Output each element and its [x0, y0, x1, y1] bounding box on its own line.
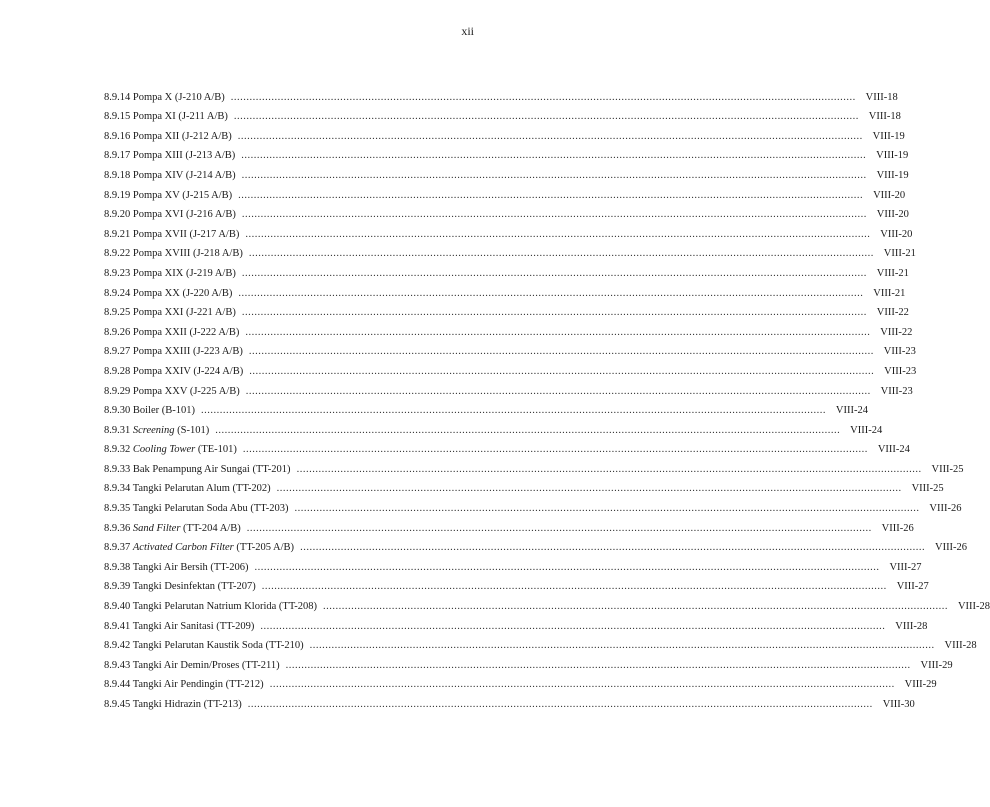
toc-leader-dots: ........................................................................................................................................................................................................ — [261, 581, 887, 593]
toc-entry-number: 8.9.29 — [104, 385, 131, 397]
toc-entry-page: VIII-18 — [868, 111, 901, 123]
toc-entry[interactable] — [104, 299, 909, 319]
toc-entry-title — [104, 209, 236, 220]
toc-entry-title — [104, 483, 271, 494]
toc-entry-title — [104, 601, 317, 612]
toc-entry-number: 8.9.21 — [104, 228, 131, 240]
toc-entry-title-text: Pompa XV (J-215 A/B) — [132, 189, 233, 201]
toc-leader-dots: ........................................................................................................................................................................................................ — [245, 228, 871, 240]
toc-entry-title-rest: (S-101) — [174, 424, 210, 436]
toc-entry-title — [104, 170, 236, 181]
toc-entry[interactable] — [104, 318, 913, 338]
toc-entry-number: 8.9.16 — [104, 130, 131, 142]
toc-entry-title-text: Pompa XVI (J-216 A/B) — [132, 209, 236, 221]
toc-entry-title-italic: Sand Filter — [132, 522, 181, 534]
toc-entry-page: VIII-23 — [880, 385, 913, 397]
toc-entry-number: 8.9.24 — [104, 287, 131, 299]
toc-leader-dots: ........................................................................................................................................................................................................ — [233, 111, 859, 123]
toc-entry[interactable] — [104, 201, 909, 221]
toc-entry-title — [104, 190, 232, 201]
toc-entry-title-text: Pompa XIV (J-214 A/B) — [132, 169, 236, 181]
toc-entry-title-text: Tangki Air Sanitasi (TT-209) — [132, 620, 255, 632]
toc-entry-number: 8.9.38 — [104, 561, 131, 573]
toc-entry-number: 8.9.15 — [104, 111, 131, 123]
toc-leader-dots: ........................................................................................................................................................................................................ — [201, 405, 826, 417]
toc-entry-title-text: Pompa XXIV (J-224 A/B) — [132, 365, 244, 377]
toc-entry-title-text: Pompa XIX (J-219 A/B) — [132, 267, 236, 279]
toc-entry[interactable] — [104, 612, 928, 632]
toc-entry-page: VIII-28 — [944, 640, 977, 652]
toc-entry[interactable] — [104, 259, 909, 279]
toc-entry-number: 8.9.33 — [104, 463, 131, 475]
toc-entry-page: VIII-27 — [889, 561, 922, 573]
toc-entry-number: 8.9.45 — [104, 699, 131, 710]
toc-entry[interactable] — [104, 83, 898, 103]
toc-entry-title — [104, 229, 239, 240]
toc-entry-number: 8.9.34 — [104, 483, 131, 495]
toc-entry-page: VIII-28 — [957, 601, 990, 613]
toc-entry-title — [104, 386, 240, 397]
toc-entry-title — [104, 660, 280, 671]
toc-entry-page: VIII-21 — [873, 287, 906, 299]
toc-entry-page: VIII-20 — [880, 228, 913, 240]
toc-entry[interactable] — [104, 220, 913, 240]
toc-entry-title — [104, 425, 209, 436]
toc-entry[interactable] — [104, 279, 906, 299]
toc-entry-number: 8.9.32 — [104, 444, 131, 456]
toc-entry-title-text: Tangki Pelarutan Soda Abu (TT-203) — [132, 503, 289, 515]
toc-entry-page: VIII-19 — [876, 150, 909, 162]
toc-entry-title-text: Tangki Hidrazin (TT-213) — [132, 699, 242, 710]
toc-entry-page: VIII-23 — [884, 365, 917, 377]
toc-entry[interactable] — [104, 142, 909, 162]
toc-entry[interactable] — [104, 181, 906, 201]
toc-entry[interactable] — [104, 122, 905, 142]
toc-entry-page: VIII-21 — [883, 248, 916, 260]
toc-leader-dots: ........................................................................................................................................................................................................ — [269, 679, 895, 691]
toc-entry-number: 8.9.20 — [104, 209, 131, 221]
toc-entry-title-text: Pompa XII (J-212 A/B) — [132, 130, 232, 142]
toc-entry-number: 8.9.14 — [104, 91, 131, 103]
toc-entry-title — [104, 92, 225, 103]
toc-entry-number: 8.9.19 — [104, 189, 131, 201]
toc-entry[interactable] — [104, 690, 915, 710]
toc-entry-page: VIII-18 — [865, 91, 898, 103]
toc-entry-number: 8.9.27 — [104, 346, 131, 358]
toc-entry-page: VIII-22 — [880, 326, 913, 338]
toc-entry[interactable] — [104, 240, 916, 260]
toc-entry-title-text: Tangki Pelarutan Natrium Klorida (TT-208) — [132, 601, 318, 613]
toc-entry-number: 8.9.36 — [104, 522, 131, 534]
toc-entry-title — [104, 307, 236, 318]
toc-entry-title-text: Pompa XVII (J-217 A/B) — [132, 228, 240, 240]
toc-leader-dots: ........................................................................................................................................................................................................ — [323, 601, 949, 613]
toc-entry-title-rest: (TE-101) — [195, 444, 237, 456]
toc-entry-title — [104, 699, 242, 710]
toc-entry-title — [104, 542, 294, 553]
toc-entry-page: VIII-21 — [876, 267, 909, 279]
toc-entry-title-italic: Activated Carbon Filter — [132, 542, 234, 554]
toc-entry-title-text: Tangki Air Bersih (TT-206) — [132, 561, 249, 573]
toc-leader-dots: ........................................................................................................................................................................................................ — [260, 620, 886, 632]
toc-entry[interactable] — [104, 592, 990, 613]
toc-entry-title-text: Bak Penampung Air Sungai (TT-201) — [132, 463, 291, 475]
toc-entry-number: 8.9.31 — [104, 424, 131, 436]
toc-entry-page: VIII-26 — [929, 503, 962, 515]
table-of-contents — [104, 83, 990, 710]
toc-entry-title — [104, 150, 235, 161]
toc-leader-dots: ........................................................................................................................................................................................................ — [246, 522, 872, 534]
toc-entry[interactable] — [104, 573, 929, 593]
toc-entry-number: 8.9.25 — [104, 307, 131, 319]
toc-entry-number: 8.9.37 — [104, 542, 131, 554]
toc-entry-title — [104, 346, 243, 357]
toc-entry-title — [104, 464, 291, 475]
toc-entry-number: 8.9.18 — [104, 169, 131, 181]
toc-leader-dots: ........................................................................................................................................................................................................ — [300, 542, 926, 554]
toc-entry-number: 8.9.42 — [104, 640, 131, 652]
toc-entry-title-text: Pompa XXI (J-221 A/B) — [132, 307, 236, 319]
toc-leader-dots: ........................................................................................................................................................................................................ — [241, 209, 867, 221]
toc-leader-dots: ........................................................................................................................................................................................................ — [294, 503, 920, 515]
toc-entry-page: VIII-19 — [872, 130, 905, 142]
toc-entry-page: VIII-20 — [873, 189, 906, 201]
toc-entry[interactable] — [104, 475, 944, 495]
toc-entry-title — [104, 405, 195, 416]
toc-entry-title — [104, 131, 232, 142]
toc-entry-title-text: Pompa XX (J-220 A/B) — [132, 287, 233, 299]
toc-leader-dots: ........................................................................................................................................................................................................ — [230, 91, 856, 103]
toc-entry-title-text: Tangki Pelarutan Kaustik Soda (TT-210) — [132, 640, 304, 652]
toc-entry-title — [104, 248, 243, 259]
toc-entry-title — [104, 679, 264, 690]
toc-entry-title-text: Pompa XXIII (J-223 A/B) — [132, 346, 243, 358]
toc-entry-title — [104, 523, 241, 534]
toc-entry-title-text: Tangki Air Pendingin (TT-212) — [132, 679, 264, 691]
toc-leader-dots: ........................................................................................................................................................................................................ — [247, 699, 873, 710]
toc-entry-number: 8.9.39 — [104, 581, 131, 593]
toc-entry-title-text: Tangki Air Demin/Proses (TT-211) — [132, 659, 280, 671]
toc-entry[interactable] — [104, 161, 909, 181]
toc-leader-dots: ........................................................................................................................................................................................................ — [215, 424, 841, 436]
toc-entry[interactable] — [104, 671, 937, 691]
toc-leader-dots: ........................................................................................................................................................................................................ — [249, 365, 875, 377]
toc-entry-number: 8.9.35 — [104, 503, 131, 515]
toc-entry-title-italic: Screening — [132, 424, 175, 436]
toc-entry-page: VIII-24 — [877, 444, 910, 456]
toc-leader-dots: ........................................................................................................................................................................................................ — [248, 248, 874, 260]
toc-leader-dots: ........................................................................................................................................................................................................ — [245, 326, 871, 338]
toc-entry[interactable] — [104, 651, 953, 671]
toc-leader-dots: ........................................................................................................................................................................................................ — [242, 444, 868, 456]
toc-entry[interactable] — [104, 357, 917, 377]
toc-entry-page: VIII-22 — [876, 307, 909, 319]
page-number: xii — [461, 24, 474, 38]
toc-entry[interactable] — [104, 338, 916, 358]
toc-entry[interactable] — [104, 377, 913, 397]
toc-entry-page: VIII-25 — [911, 483, 944, 495]
toc-entry-page: VIII-20 — [876, 209, 909, 221]
toc-entry-title — [104, 288, 232, 299]
toc-entry-title-text: Pompa X (J-210 A/B) — [132, 91, 225, 103]
toc-leader-dots: ........................................................................................................................................................................................................ — [285, 659, 911, 671]
toc-entry[interactable] — [104, 632, 977, 652]
toc-entry-page: VIII-27 — [896, 581, 929, 593]
toc-leader-dots: ........................................................................................................................................................................................................ — [241, 169, 867, 181]
toc-leader-dots: ........................................................................................................................................................................................................ — [241, 150, 867, 162]
toc-entry-page: VIII-30 — [882, 699, 915, 710]
toc-entry[interactable] — [104, 534, 968, 554]
toc-entry-title-text: Boiler (B-101) — [132, 405, 195, 417]
toc-entry[interactable] — [104, 514, 914, 534]
toc-entry-number: 8.9.40 — [104, 601, 131, 613]
toc-entry[interactable] — [104, 397, 868, 417]
toc-entry[interactable] — [104, 553, 922, 573]
toc-entry[interactable] — [104, 494, 962, 515]
toc-leader-dots: ........................................................................................................................................................................................................ — [254, 561, 880, 573]
toc-entry-title — [104, 581, 256, 592]
toc-leader-dots: ........................................................................................................................................................................................................ — [296, 463, 922, 475]
toc-entry-title — [104, 444, 237, 455]
toc-entry-title — [104, 268, 236, 279]
toc-entry-page: VIII-28 — [895, 620, 928, 632]
toc-entry-number: 8.9.23 — [104, 267, 131, 279]
toc-entry-page: VIII-19 — [876, 169, 909, 181]
toc-entry[interactable] — [104, 436, 910, 456]
toc-entry-title-text: Tangki Pelarutan Alum (TT-202) — [132, 483, 271, 495]
toc-entry-page: VIII-23 — [883, 346, 916, 358]
toc-entry-title-rest: (TT-205 A/B) — [233, 542, 295, 554]
toc-entry-page: VIII-25 — [931, 463, 964, 475]
toc-entry-title-text: Pompa XI (J-211 A/B) — [132, 111, 228, 123]
toc-entry-title — [104, 621, 254, 632]
toc-entry-title-text: Tangki Desinfektan (TT-207) — [132, 581, 256, 593]
toc-entry-number: 8.9.28 — [104, 365, 131, 377]
toc-entry-title-italic: Cooling Tower — [132, 444, 196, 456]
toc-entry-title — [104, 503, 288, 514]
toc-entry-title-text: Pompa XIII (J-213 A/B) — [132, 150, 236, 162]
toc-leader-dots: ........................................................................................................................................................................................................ — [309, 640, 935, 652]
toc-leader-dots: ........................................................................................................................................................................................................ — [248, 346, 874, 358]
toc-entry[interactable] — [104, 416, 883, 436]
toc-entry-title-text: Pompa XXV (J-225 A/B) — [132, 385, 240, 397]
toc-entry-title — [104, 327, 239, 338]
toc-entry-number: 8.9.22 — [104, 248, 131, 260]
toc-entry-page: VIII-29 — [920, 659, 953, 671]
toc-entry-title — [104, 366, 243, 377]
toc-entry-title — [104, 640, 304, 651]
toc-entry-page: VIII-26 — [934, 542, 968, 554]
toc-entry-title-text: Pompa XXII (J-222 A/B) — [132, 326, 240, 338]
toc-entry-page: VIII-26 — [881, 522, 914, 534]
toc-entry-page: VIII-24 — [835, 405, 868, 417]
toc-entry-number: 8.9.26 — [104, 326, 131, 338]
toc-entry-title-text: Pompa XVIII (J-218 A/B) — [132, 248, 243, 260]
toc-leader-dots: ........................................................................................................................................................................................................ — [245, 385, 871, 397]
toc-leader-dots: ........................................................................................................................................................................................................ — [238, 189, 864, 201]
toc-entry-number: 8.9.17 — [104, 150, 131, 162]
toc-leader-dots: ........................................................................................................................................................................................................ — [237, 130, 863, 142]
toc-entry[interactable] — [104, 103, 901, 123]
toc-entry-page: VIII-29 — [904, 679, 937, 691]
toc-leader-dots: ........................................................................................................................................................................................................ — [276, 483, 902, 495]
toc-entry-page: VIII-24 — [850, 424, 883, 436]
toc-entry[interactable] — [104, 455, 964, 475]
toc-leader-dots: ........................................................................................................................................................................................................ — [241, 307, 867, 319]
toc-entry-title-rest: (TT-204 A/B) — [180, 522, 241, 534]
toc-entry-number: 8.9.41 — [104, 620, 131, 632]
toc-entry-number: 8.9.30 — [104, 405, 131, 417]
toc-entry-number: 8.9.43 — [104, 659, 131, 671]
toc-leader-dots: ........................................................................................................................................................................................................ — [238, 287, 864, 299]
toc-entry-number: 8.9.44 — [104, 679, 131, 691]
toc-entry-title — [104, 111, 228, 122]
toc-leader-dots: ........................................................................................................................................................................................................ — [241, 267, 867, 279]
toc-entry-title — [104, 562, 249, 573]
